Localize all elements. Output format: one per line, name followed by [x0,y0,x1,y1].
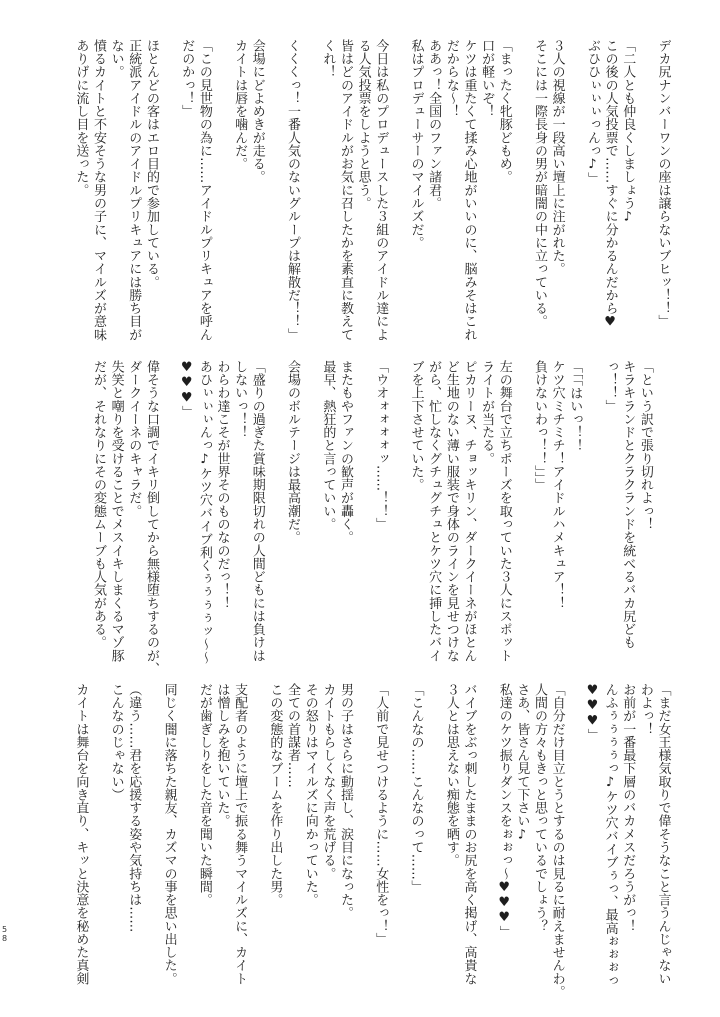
text-line: 私はプロデューサーのマイルズだ。 [408,39,424,250]
text-line: 「この見世物の為に……アイドルプリキュアを呼ん [196,39,212,341]
text-line: しないっ！！ [232,360,248,439]
text-line: 皆はどのアイドルがお気に召したかを素直に教えて [337,39,353,341]
text-line: その怒りはマイルズに向かっていた。 [302,683,318,907]
text-line: こんなのじゃない） [108,683,124,802]
text-line: お前が一番最下層のバカメスだろうがっ！ [620,683,636,933]
text-line: カイトは舞台を向き直り、キッと決意を秘めた真剣 [73,683,89,985]
text-line: くれ！ [320,39,336,79]
text-line: 人間の方々もきっと思っているでしょう？ [532,683,548,933]
text-line: キラキランドとクラクランドを統べるバカ尻ども [620,360,636,649]
text-line: だが歯ぎしりをした音を聞いた瞬間。 [196,683,212,907]
text-line: は憎しみを抱いていた。 [214,683,230,828]
bottom-tier [0,683,720,999]
text-line: カイトは唇を噛んだ。 [232,39,248,171]
text-line: ど生地のない薄い服装で身体のラインを見せつけな [443,360,459,662]
text-line: 「「「はいっ！！ [567,360,583,453]
text-line: 「人前で見せつけるように……女性をっ！」 [373,683,389,946]
text-line: わよっ！ [637,683,653,736]
text-line: 「まったく牝豚どもめ。 [496,39,512,184]
text-line: ３人とは思えない痴態を晒す。 [443,683,459,867]
text-line: カイトもらしくなく声を荒げる。 [320,683,336,880]
text-line: （違う……君を応援する姿や気持ちは…… [126,683,142,933]
text-line: だからな～！ [443,39,459,118]
text-line: 全ての首謀者…… [285,683,301,789]
text-line: 「自分だけ目立とうとするのは見るに耐えませんわ。 [549,683,565,999]
text-line: ♥♥♥」 [584,683,600,742]
text-line: だが、それなりにその変態ムーブも人気がある。 [91,360,107,649]
text-line: 憤るカイトと不安そうな男の子に、マイルズが意味 [91,39,107,341]
text-line: 同じく闇に落ちた親友、カズマの事を思い出した。 [161,683,177,985]
text-line: ありげに流し目を送った。 [73,39,89,197]
top-tier [0,39,720,349]
text-line: 「こんなの……こんなのって……」 [408,683,424,894]
text-line: だのかっ！」 [179,39,195,118]
text-line: この変態的なブームを作り出した男。 [267,683,283,907]
text-line: 「盛りの過ぎた賞味期限切れの人間どもには負けは [249,360,265,662]
text-line: 最早、熱狂的と言っていい。 [320,360,336,531]
text-line: バイブをぶっ刺したままのお尻を高く掲げ、高貴な [461,683,477,985]
text-line: ぶひひぃぃぃっんっ♪」 [584,39,600,186]
text-line: ライトが当たる。 [479,360,495,466]
text-line: がら、忙しなくグチュグチュとケツ穴に挿したバイ [426,360,442,662]
text-line: る人気投票をしようと思う。 [355,39,371,210]
text-line: 偉そうな口調でイキリ倒してから無様堕ちするのが、 [143,360,159,676]
text-line: 会場にどよめきが走る。 [249,39,265,184]
text-line: 「ウオォォォォッ……！！」 [373,360,389,531]
text-line: ブを上下させていた。 [408,360,424,492]
text-line: ダークイーネのキャラだ。 [126,360,142,518]
text-line: ほとんどの客はエロ目的で参加している。 [143,39,159,289]
text-line: ３人の視線が一段高い壇上に注がれた。 [549,39,565,276]
text-line: ♥♥♥」 [179,360,195,419]
text-line: ああっ！全国のファン諸君。 [426,39,442,210]
text-line: さあ、皆さん見て下さい♪ [514,683,530,843]
text-line: 負けないわっ！！」」」 [532,360,548,492]
text-line: ケツは重たくて揉み心地がいいのに、脳みそはこれ [461,39,477,341]
page-number: 58 [0,925,9,943]
text-line: 支配者のように壇上で振る舞うマイルズに、カイト [232,683,248,985]
text-line: 会場のボルテージは最高潮だ。 [285,360,301,544]
text-line: んふぅぅぅぅっ♪ケツ穴バイブぅっ、最高ぉぉぉっ [602,683,618,987]
text-line: 「という訳で張り切れよっ！ [637,360,653,531]
text-line: 私達のケツ振りダンスをぉぉっ～♥♥♥」 [496,683,512,939]
text-line: 今日は私のプロデュースした３組のアイドル達によ [373,39,389,341]
text-line: ピカリーヌ、チョッキリン、ダークイーネがほとん [461,360,477,662]
text-line: ない。 [108,39,124,79]
text-line: 「二人とも仲良くしましょう♪ [620,39,636,225]
text-line: くくくっ！一番人気のないグループは解散だ！！」 [285,39,301,341]
text-line: っ！！」 [602,360,618,413]
text-line: そこには一際長身の男が暗闇の中に立っている。 [532,39,548,328]
text-line: またもやファンの歓声が轟く。 [337,360,353,544]
text-line: ケツ穴ミチミチ！アイドルハメキュア！！ [549,360,565,610]
text-line: 左の舞台で立ちポーズを取っていた３人にスポット [496,360,512,662]
text-line: デカ尻ナンバーワンの座は譲らないブヒッ！！」 [655,39,671,328]
text-line: 「まだ女王様気取りで偉そうなこと言うんじゃない [655,683,671,985]
text-line: 口が軽いぞ！ [479,39,495,118]
text-line: 失笑と嘲りを受けることでメスイキしまくるマゾ豚 [108,360,124,662]
middle-tier [0,360,720,676]
text-line: 正統派アイドルのアイドルプリキュアには勝ち目が [126,39,142,341]
text-line: 男の子はさらに動揺し、涙目になった。 [337,683,353,920]
text-line: あひぃぃぃんっ♪ケツ穴バイブ利くぅぅぅぅッ～～ [196,360,212,664]
text-line: この後の人気投票で……すぐに分かるんだから♥ [602,39,618,330]
text-line: わらわ達こそが世界そのものなのだっ！！ [214,360,230,610]
